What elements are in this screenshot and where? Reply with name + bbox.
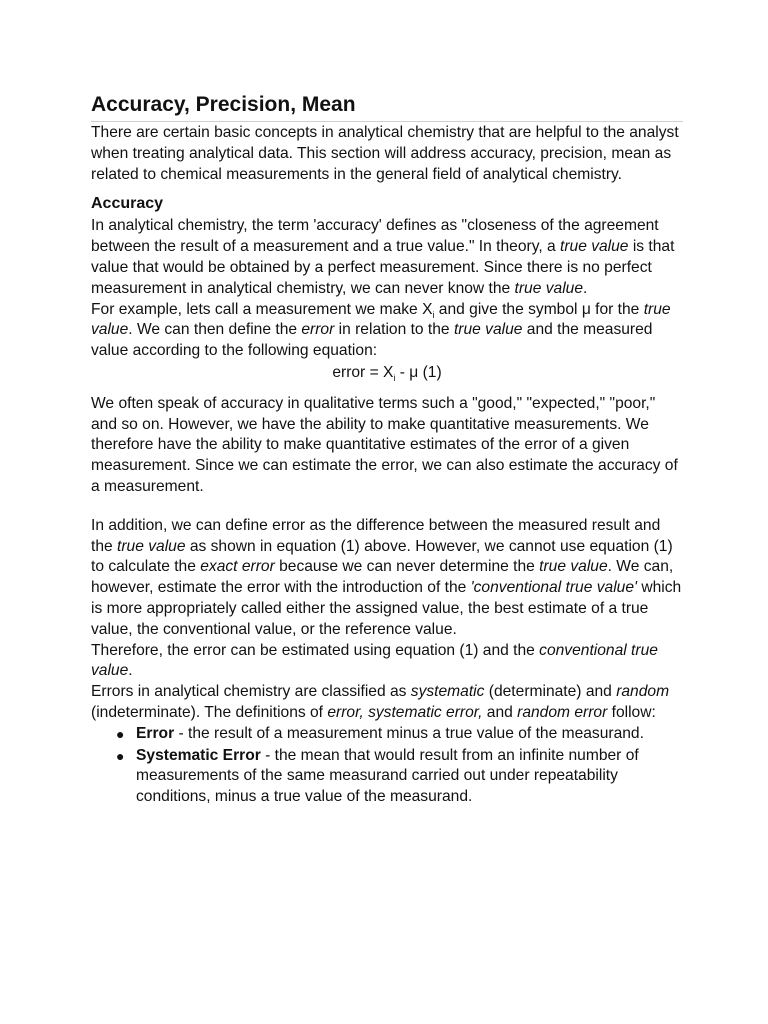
bullet-icon: ● xyxy=(116,725,125,742)
list-item-systematic-error xyxy=(116,746,683,808)
definitions-list xyxy=(91,724,683,808)
bullet-icon: ● xyxy=(116,747,125,764)
definition-text: - the mean that would result from an infinite number of measurements of the same measurand carried out under repeatability conditions, minus a true value of the measurand. xyxy=(136,746,639,806)
section-heading-accuracy: Accuracy xyxy=(91,195,164,213)
accuracy-paragraph-classification: Errors in analytical chemistry are classified as systematic (determinate) and random (indeterminate). The definitions of error, systematic error, and random error follow: xyxy=(91,683,670,721)
definition-term: Systematic Error xyxy=(136,746,261,764)
accuracy-paragraph-definition: In analytical chemistry, the term 'accuracy' defines as "closeness of the agreement between the result of a measurement and a true value." In theory, a true value is that value that would be obtained by a perfect measurement. Since there is no perfect measurement in analytical chemistry, we can never know the true value. xyxy=(91,217,675,297)
document-page xyxy=(91,92,683,809)
accuracy-paragraph-estimate: Therefore, the error can be estimated using equation (1) and the conventional true value. xyxy=(91,641,658,680)
definition-text: - the result of a measurement minus a true value of the measurand. xyxy=(174,724,644,742)
accuracy-paragraph-conventional: In addition, we can define error as the difference between the measured result and the true value as shown in equation (1) above. However, we cannot use equation (1) to calculate the exact error because we can never determine the true value. We can, however, estimate the error with the introduction of the 'conventional true value' which is more appropriately called either the assigned value, the best estimate of a true value, the conventional value, or the reference value. xyxy=(91,516,682,638)
error-equation: error = $X_i$ - μ (1) xyxy=(332,363,442,384)
definition-term: Error xyxy=(136,724,175,742)
intro-paragraph: There are certain basic concepts in analytical chemistry that are helpful to the analyst when treating analytical data. This section will address accuracy, precision, mean as related to chemical measurements in the general field of analytical chemistry. xyxy=(91,124,679,183)
page-title: Accuracy, Precision, Mean xyxy=(91,92,683,122)
accuracy-paragraph-qualitative: We often speak of accuracy in qualitative terms such a "good," "expected," "poor," and so on. However, we have the ability to make quantitative measurements. We therefore have the ability to make quantitative estimates of the error of a given measurement. Since we can estimate the error, we can also estimate the accuracy of a measurement. xyxy=(91,394,678,495)
list-item-error xyxy=(116,724,683,745)
accuracy-paragraph-example: For example, lets call a measurement we make $X_i$ and give the symbol μ for the true value. We can then define the error in relation to the true value and the measured value according to the following equation: xyxy=(91,300,671,360)
